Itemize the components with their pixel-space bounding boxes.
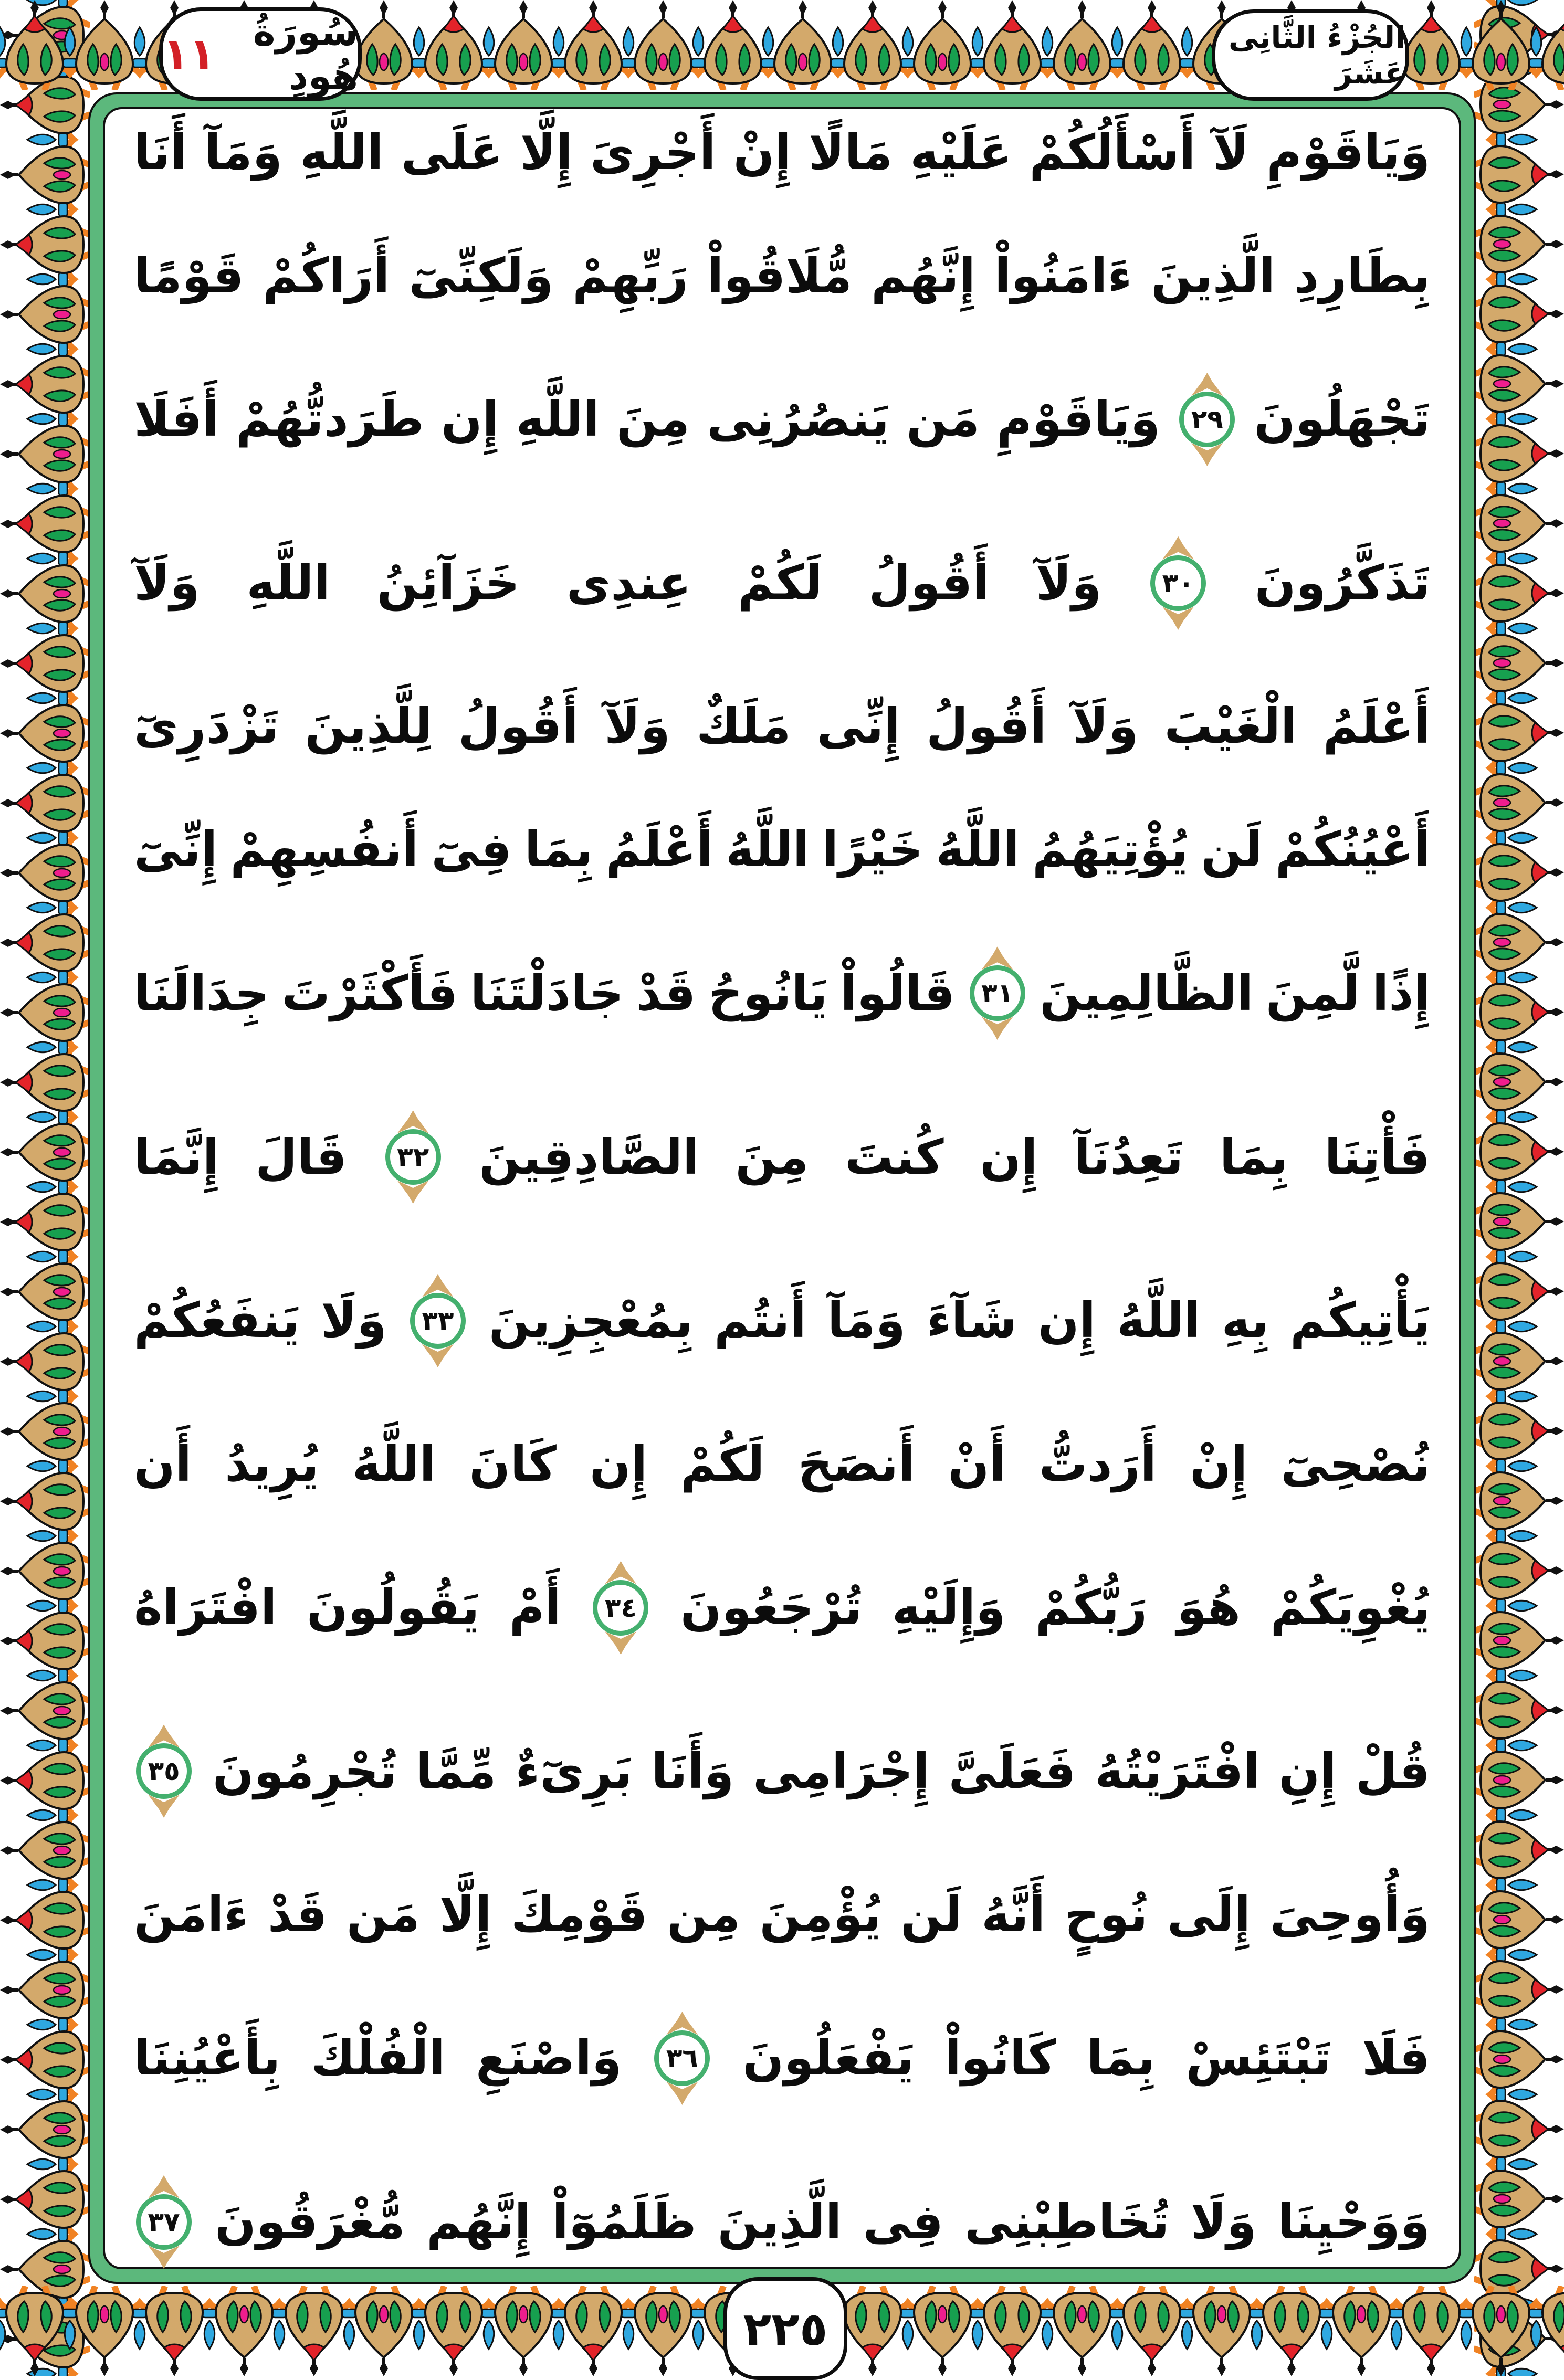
quran-word: يَنصُرُنِى — [707, 391, 889, 448]
quran-word: إِجْرَامِى — [753, 1743, 930, 1799]
quran-word: يُؤْتِيَهُمُ — [1032, 822, 1189, 878]
quran-word: وَمَآ — [204, 124, 282, 181]
quran-word: أَعْلَمُ — [1322, 698, 1430, 755]
quran-word: رَبُّكُمْ — [1035, 1579, 1148, 1636]
quran-word: اللَّهِ — [246, 555, 330, 612]
quran-word: كَانَ — [469, 1436, 557, 1492]
quran-word: تَذَكَّرُونَ — [1254, 555, 1430, 612]
quran-text — [134, 126, 1430, 2269]
juz-badge — [1212, 9, 1409, 101]
quran-word: نُوحٍ — [1064, 1887, 1148, 1943]
aya-number: ٣٤ — [593, 1580, 648, 1636]
quran-word: فِى — [863, 2194, 943, 2250]
quran-word: أَقُولُ — [458, 698, 579, 755]
quran-word: أَنَا — [134, 124, 187, 181]
quran-word: إِنِّى — [816, 698, 900, 755]
quran-word: وَلَآ — [1035, 555, 1102, 612]
quran-word: اللَّهِ — [516, 391, 600, 448]
quran-word: وَلَكِنِّىٓ — [408, 247, 554, 304]
quran-line — [134, 1888, 1430, 1941]
quran-line — [134, 700, 1430, 753]
quran-word: مِّمَّا — [416, 1743, 497, 1799]
aya-marker — [385, 1110, 441, 1204]
quran-word: يَانُوحُ — [708, 965, 828, 1021]
aya-marker — [136, 2175, 192, 2269]
aya-number: ٣٦ — [654, 2030, 710, 2086]
quran-word: مِنَ — [616, 391, 690, 448]
quran-word: مَلَكٌ — [696, 698, 791, 755]
quran-word: وَأَنَا — [651, 1743, 734, 1799]
quran-word: الَّذِينَ — [717, 2194, 842, 2250]
surah-title-badge — [159, 7, 362, 101]
quran-word: خَيْرًا — [822, 822, 923, 878]
quran-word: يُؤْمِنَ — [759, 1887, 881, 1943]
quran-word: وَإِلَيْهِ — [891, 1579, 1006, 1636]
quran-word: لَآ — [1213, 124, 1250, 181]
quran-word: الصَّادِقِينَ — [479, 1129, 699, 1185]
quran-word: قَالُواْ — [840, 965, 955, 1021]
quran-word: وَيَاقَوْمِ — [996, 391, 1160, 448]
quran-line — [134, 823, 1430, 876]
quran-word: كُنتَ — [845, 1129, 944, 1185]
quran-word: تُجْرِمُونَ — [213, 1743, 397, 1799]
quran-word: تَزْدَرِىٓ — [134, 698, 279, 755]
quran-word: مَالًا — [809, 124, 893, 181]
quran-word: أَنتُم — [714, 1292, 806, 1349]
quran-word: فَلَا — [1361, 2030, 1430, 2087]
quran-word: قَدْ — [636, 965, 696, 1021]
aya-marker — [593, 1561, 648, 1655]
quran-word: يَأْتِيكُم — [1290, 1292, 1430, 1349]
quran-word: إِنْ — [1190, 1436, 1248, 1492]
quran-word: إِنِ — [1278, 1743, 1337, 1799]
quran-word: اللَّهُ — [1117, 1292, 1201, 1349]
quran-word: أَقُولُ — [868, 555, 989, 612]
quran-word: تُرْجَعُونَ — [680, 1579, 863, 1636]
quran-word: إِنَّمَا — [134, 1129, 219, 1185]
quran-word: ءَامَنَ — [134, 1887, 249, 1943]
quran-word: إِن — [1037, 1292, 1096, 1349]
quran-word: بِطَارِدِ — [1294, 247, 1430, 304]
quran-word: لِلَّذِينَ — [305, 698, 433, 755]
quran-word: الْغَيْبَ — [1164, 698, 1297, 755]
quran-line — [134, 2012, 1430, 2105]
quran-word: وَلَآ — [604, 698, 670, 755]
quran-word: أَن — [134, 1436, 192, 1492]
quran-word: أَعْلَمُ — [605, 822, 713, 878]
quran-word: أَنصَحَ — [797, 1436, 915, 1492]
quran-word: وَاصْنَعِ — [476, 2030, 622, 2087]
quran-word: مِنَ — [735, 1129, 809, 1185]
quran-word: مُّغْرَقُونَ — [215, 2194, 405, 2250]
quran-line — [134, 536, 1430, 630]
quran-word: فَأَكْثَرْتَ — [281, 965, 458, 1021]
quran-word: إِنِّىٓ — [134, 822, 218, 878]
quran-line — [134, 249, 1430, 302]
quran-word: بِمُعْجِزِينَ — [488, 1292, 693, 1349]
page-number: ٢٢٥ — [743, 2301, 828, 2356]
quran-word: ظَلَمُوٓاْ — [552, 2194, 697, 2250]
aya-marker — [1150, 536, 1206, 630]
quran-line — [134, 126, 1430, 179]
quran-word: أَجْرِىَ — [590, 124, 716, 181]
aya-number: ٣٥ — [136, 1743, 192, 1799]
quran-word: اللَّهُ — [352, 1436, 436, 1492]
quran-word: اللَّهِ — [300, 124, 384, 181]
quran-word: أَمْ — [509, 1579, 561, 1636]
quran-word: أَعْيُنُكُمْ — [1275, 822, 1430, 878]
quran-word: وَلَآ — [1072, 698, 1139, 755]
quran-word: اللَّهُ — [936, 822, 1020, 878]
quran-word: هُوَ — [1177, 1579, 1241, 1636]
quran-word: إِنَّهُم — [871, 247, 976, 304]
quran-word: ءَامَنُواْ — [994, 247, 1132, 304]
quran-word: بِمَا — [1219, 1129, 1288, 1185]
quran-word: الْفُلْكَ — [311, 2030, 445, 2087]
quran-word: يَنفَعُكُمْ — [134, 1292, 300, 1349]
quran-word: الظَّالِمِينَ — [1040, 965, 1254, 1021]
quran-word: يَفْعَلُونَ — [742, 2030, 915, 2087]
quran-word: يَقُولُونَ — [307, 1579, 480, 1636]
quran-word: بَرِىٓءٌ — [515, 1743, 633, 1799]
quran-line — [134, 946, 1430, 1040]
quran-word: لَن — [1201, 822, 1263, 878]
quran-word: قُلْ — [1355, 1743, 1430, 1799]
quran-word: أَنفُسِهِمْ — [230, 822, 419, 878]
quran-word: أَفَلَا — [134, 391, 219, 448]
aya-marker — [136, 1724, 192, 1818]
quran-word: إِن — [980, 1129, 1038, 1185]
quran-word: كَانُواْ — [944, 2030, 1056, 2087]
quran-word: إِن — [590, 1436, 648, 1492]
juz-label: الجُزْءُ الثَّانِى عَشَرَ — [1229, 19, 1405, 91]
quran-word: بِمَا — [524, 822, 593, 878]
quran-word: قَوْمِكَ — [511, 1887, 648, 1943]
quran-word: قَالَ — [255, 1129, 347, 1185]
aya-marker — [1179, 373, 1235, 466]
quran-word: مُّلَاقُواْ — [707, 247, 853, 304]
aya-marker — [410, 1274, 466, 1367]
quran-line — [134, 2175, 1430, 2269]
quran-word: بِهِ — [1221, 1292, 1269, 1349]
quran-word: تَعِدُنَآ — [1074, 1129, 1184, 1185]
quran-word: وَوَحْيِنَا — [1277, 2194, 1430, 2250]
quran-word: يُغْوِيَكُمْ — [1270, 1579, 1430, 1636]
quran-word: إِلَى — [1167, 1887, 1251, 1943]
quran-word: لَّمِنَ — [1265, 965, 1360, 1021]
aya-number: ٣٣ — [410, 1293, 466, 1349]
aya-number: ٣٢ — [385, 1129, 441, 1185]
quran-word: أَنَّهُ — [981, 1887, 1046, 1943]
quran-word: جَادَلْتَنَا — [470, 965, 624, 1021]
quran-word: أَسْأَلُكُمْ — [1029, 124, 1196, 181]
quran-word: أَرَدتُّ — [1038, 1436, 1157, 1492]
aya-number: ٢٩ — [1179, 392, 1235, 447]
quran-line — [134, 373, 1430, 466]
aya-number: ٣٧ — [136, 2194, 192, 2250]
quran-word: إِنْ — [733, 124, 791, 181]
quran-word: وَلَآ — [134, 555, 200, 612]
quran-word: رَبِّهِمْ — [572, 247, 688, 304]
quran-word: يُرِيدُ — [225, 1436, 319, 1492]
quran-word: مَن — [347, 1887, 420, 1943]
quran-word: لَكُمْ — [738, 555, 822, 612]
quran-line — [134, 1110, 1430, 1204]
quran-word: نُصْحِىٓ — [1280, 1436, 1430, 1492]
quran-word: فَأْتِنَا — [1324, 1129, 1430, 1185]
quran-word: جِدَالَنَا — [134, 965, 269, 1021]
quran-word: طَرَدتُّهُمْ — [236, 391, 424, 448]
surah-title: سُورَةُ هُودٍ — [253, 10, 358, 98]
quran-word: إِنَّهُم — [426, 2194, 531, 2250]
quran-word: مِن — [667, 1887, 741, 1943]
quran-word: اللَّهُ — [726, 822, 810, 878]
quran-word: وَأُوحِىَ — [1269, 1887, 1430, 1943]
quran-word: الَّذِينَ — [1151, 247, 1276, 304]
aya-marker — [654, 2012, 710, 2105]
quran-line — [134, 1561, 1430, 1655]
page-number-badge — [723, 2277, 847, 2380]
quran-word: تُخَاطِبْنِى — [964, 2194, 1170, 2250]
quran-word: قَدْ — [268, 1887, 328, 1943]
surah-number: ١١ — [163, 29, 216, 79]
quran-word: أَنْ — [948, 1436, 1006, 1492]
aya-number: ٣٠ — [1150, 555, 1206, 611]
quran-word: إِن — [440, 391, 499, 448]
quran-word: افْتَرَيْتُهُ — [1095, 1743, 1260, 1799]
quran-word: لَن — [900, 1887, 962, 1943]
quran-word: قَوْمًا — [134, 247, 244, 304]
quran-word: عِندِى — [566, 555, 691, 612]
quran-line — [134, 1274, 1430, 1367]
quran-word: إِلَّا — [439, 1887, 492, 1943]
quran-word: بِأَعْيُنِنَا — [134, 2030, 281, 2087]
quran-word: بِمَا — [1086, 2030, 1156, 2087]
quran-word: تَبْتَئِسْ — [1185, 2030, 1331, 2087]
quran-line — [134, 1438, 1430, 1491]
quran-word: وَلَا — [1190, 2194, 1257, 2250]
quran-line — [134, 1724, 1430, 1818]
quran-word: إِذًا — [1372, 965, 1430, 1021]
quran-word: وَلَا — [321, 1292, 387, 1349]
quran-word: أَقُولُ — [926, 698, 1047, 755]
quran-word: فَعَلَىَّ — [948, 1743, 1076, 1799]
quran-word: تَجْهَلُونَ — [1254, 391, 1430, 448]
aya-number: ٣١ — [970, 965, 1025, 1021]
quran-word: إِلَّا — [520, 124, 573, 181]
quran-word: فِىٓ — [431, 822, 512, 878]
quran-word: أَرَاكُمْ — [263, 247, 390, 304]
quran-word: وَيَاقَوْمِ — [1266, 124, 1430, 181]
quran-word: لَكُمْ — [680, 1436, 765, 1492]
quran-word: عَلَى — [401, 124, 503, 181]
quran-word: عَلَيْهِ — [910, 124, 1012, 181]
aya-marker — [970, 946, 1025, 1040]
quran-word: خَزَآئِنُ — [376, 555, 520, 612]
quran-word: افْتَرَاهُ — [134, 1579, 277, 1636]
quran-word: مَن — [906, 391, 980, 448]
quran-word: وَمَآ — [827, 1292, 906, 1349]
quran-word: شَآءَ — [926, 1292, 1017, 1349]
